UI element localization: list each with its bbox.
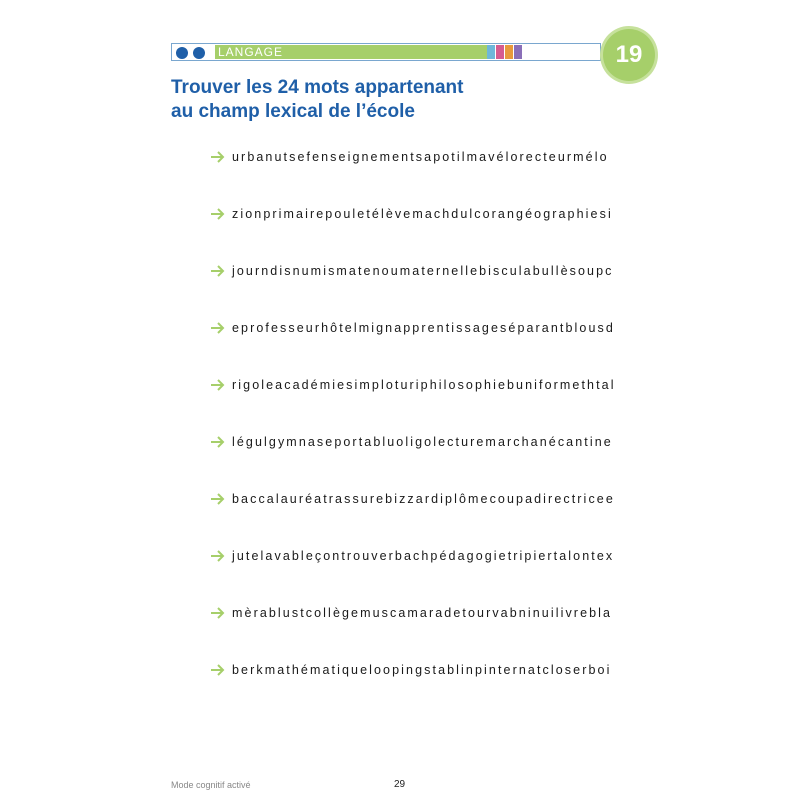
arrow-right-icon [210,664,226,676]
title-line-2: au champ lexical de l’école [171,101,415,122]
puzzle-row [210,206,616,263]
puzzle-row [210,662,616,719]
puzzle-letters: berkmathématiqueloopingstablinpinternatcloserboi [232,663,612,677]
puzzle-row [210,605,616,662]
puzzle-letters: rigoleacadémiesimploturiphilosophiebuniformethtal [232,378,616,392]
puzzle-row [210,491,616,548]
puzzle-letters: baccalauréatrassurebizzardiplômecoupadirectricee [232,492,615,506]
puzzle-row [210,548,616,605]
arrow-right-icon [210,436,226,448]
circle-icon [193,47,205,59]
puzzle-row [210,263,616,320]
arrow-right-icon [210,322,226,334]
footer-caption: Mode cognitif activé [171,780,251,790]
color-swatch [505,45,513,59]
puzzle-row [210,377,616,434]
arrow-right-icon [210,493,226,505]
puzzle-letters: mèrablustcollègemuscamaradetourvabninuilivrebla [232,606,613,620]
arrow-right-icon [210,265,226,277]
puzzle-letters: urbanutsefenseignementsapotilmavélorecteurmélo [232,150,609,164]
letter-puzzle-list [210,149,616,719]
page-title [171,76,591,124]
circle-icon [176,47,188,59]
color-swatch [487,45,495,59]
puzzle-row [210,149,616,206]
arrow-right-icon [210,379,226,391]
puzzle-letters: eprofesseurhôtelmignapprentissageséparantblousd [232,321,615,335]
exercise-number-badge: 19 [603,29,655,81]
arrow-right-icon [210,550,226,562]
arrow-right-icon [210,607,226,619]
page-number: 29 [394,779,406,790]
puzzle-letters: zionprimairepouletélèvemachdulcorangéographiesi [232,207,613,221]
arrow-right-icon [210,208,226,220]
puzzle-letters: légulgymnaseportabluoligolecturemarchanécantine [232,435,613,449]
title-line-1: Trouver les 24 mots appartenant [171,77,464,98]
puzzle-letters: jutelavableçontrouverbachpédagogietripiertalontex [232,549,615,563]
section-header-bar [171,43,601,61]
puzzle-row [210,434,616,491]
color-swatch [514,45,522,59]
arrow-right-icon [210,151,226,163]
puzzle-letters: journdisnumismatenoumaternellebisculabullèsoupc [232,264,614,278]
section-label: LANGAGE [215,45,487,59]
puzzle-row [210,320,616,377]
color-swatch [496,45,504,59]
